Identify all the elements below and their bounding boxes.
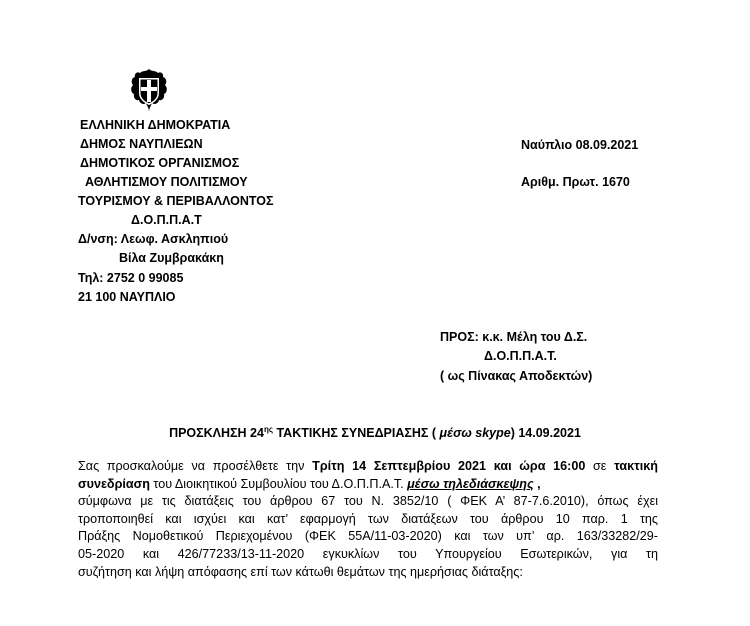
title-italic-medium: μέσω skype <box>439 426 511 440</box>
issuer-line-4: ΑΘΛΗΤΙΣΜΟΥ ΠΟΛΙΤΙΣΜΟΥ <box>85 175 248 189</box>
recipient-line-3: ( ως Πίνακας Αποδεκτών) <box>440 369 593 383</box>
document-title <box>0 426 750 440</box>
issuer-line-3: ΔΗΜΟΤΙΚΟΣ ΟΡΓΑΝΙΣΜΟΣ <box>80 156 240 170</box>
issuer-line-5: ΤΟΥΡΙΣΜΟΥ & ΠΕΡΙΒΑΛΛΟΝΤΟΣ <box>78 194 274 208</box>
title-ordinal-suffix: ης <box>263 424 273 434</box>
paragraph-line-5: Πράξης Νομοθετικού Περιεχομένου (ΦΕΚ 55Α/11-03-2020) και των υπ’ αρ. 163/33282/29- <box>78 529 658 544</box>
recipient-line-1: ΠΡΟΣ: κ.κ. Μέλη του Δ.Σ. <box>440 330 588 344</box>
issuer-line-2: ΔΗΜΟΣ ΝΑΥΠΛΙΕΩΝ <box>80 137 203 151</box>
invitation-paragraph <box>78 458 658 581</box>
issuer-postcode-line: 21 100 ΝΑΥΠΛΙΟ <box>78 290 176 304</box>
paragraph-line-3: σύμφωνα με τις διατάξεις του άρθρου 67 του Ν. 3852/10 ( ΦΕΚ Α’ 87-7.6.2010), όπως έχει <box>78 494 658 509</box>
issuer-line-1: ΕΛΛΗΝΙΚΗ ΔΗΜΟΚΡΑΤΙΑ <box>80 118 231 132</box>
place-date: Ναύπλιο 08.09.2021 <box>521 138 639 152</box>
meeting-type: τακτική <box>614 459 658 473</box>
issuer-line-6: Δ.Ο.Π.Π.Α.Τ <box>131 213 202 227</box>
paragraph-line-7: συζήτηση και λήψη απόφασης επί των κάτωθι θεμάτων της ημερήσιας διάταξης: <box>78 564 523 579</box>
teleconference-emphasis: μέσω τηλεδιάσκεψης <box>407 476 534 491</box>
title-middle: ΤΑΚΤΙΚΗΣ ΣΥΝΕΔΡΙΑΣΗΣ ( <box>273 426 440 440</box>
issuer-address-line: Δ/νση: Λεωφ. Ασκληπιού <box>78 232 229 246</box>
issuer-building-line: Βίλα Ζυμβρακάκη <box>119 251 224 265</box>
title-suffix: ) 14.09.2021 <box>510 426 581 440</box>
paragraph-line-6: 05-2020 και 426/77233/13-11-2020 εγκυκλίων του Υπουργείου Εσωτερικών, για τη <box>78 546 658 561</box>
protocol-number: Αριθμ. Πρωτ. 1670 <box>521 175 630 189</box>
recipient-line-2: Δ.Ο.Π.Π.Α.Τ. <box>484 349 557 363</box>
meeting-date-time: Τρίτη 14 Σεπτεμβρίου 2021 και ώρα 16:00 <box>312 459 586 473</box>
issuer-phone-line: Τηλ: 2752 0 99085 <box>78 271 184 285</box>
paragraph-line-1: Σας προσκαλούμε να προσέλθετε την Τρίτη 14 Σεπτεμβρίου 2021 και ώρα 16:00 σε τακτική <box>78 459 658 473</box>
greek-state-emblem-icon <box>128 68 170 114</box>
paragraph-line-2: συνεδρίαση του Διοικητικού Συμβουλίου του Δ.Ο.Π.Π.Α.Τ. μέσω τηλεδιάσκεψης , <box>78 476 541 491</box>
paragraph-line-4: τροποποιηθεί και ισχύει και κατ’ εφαρμογή των διατάξεων του άρθρου 10 παρ. 1 της <box>78 511 658 526</box>
title-prefix: ΠΡΟΣΚΛΗΣΗ 24 <box>169 426 264 440</box>
